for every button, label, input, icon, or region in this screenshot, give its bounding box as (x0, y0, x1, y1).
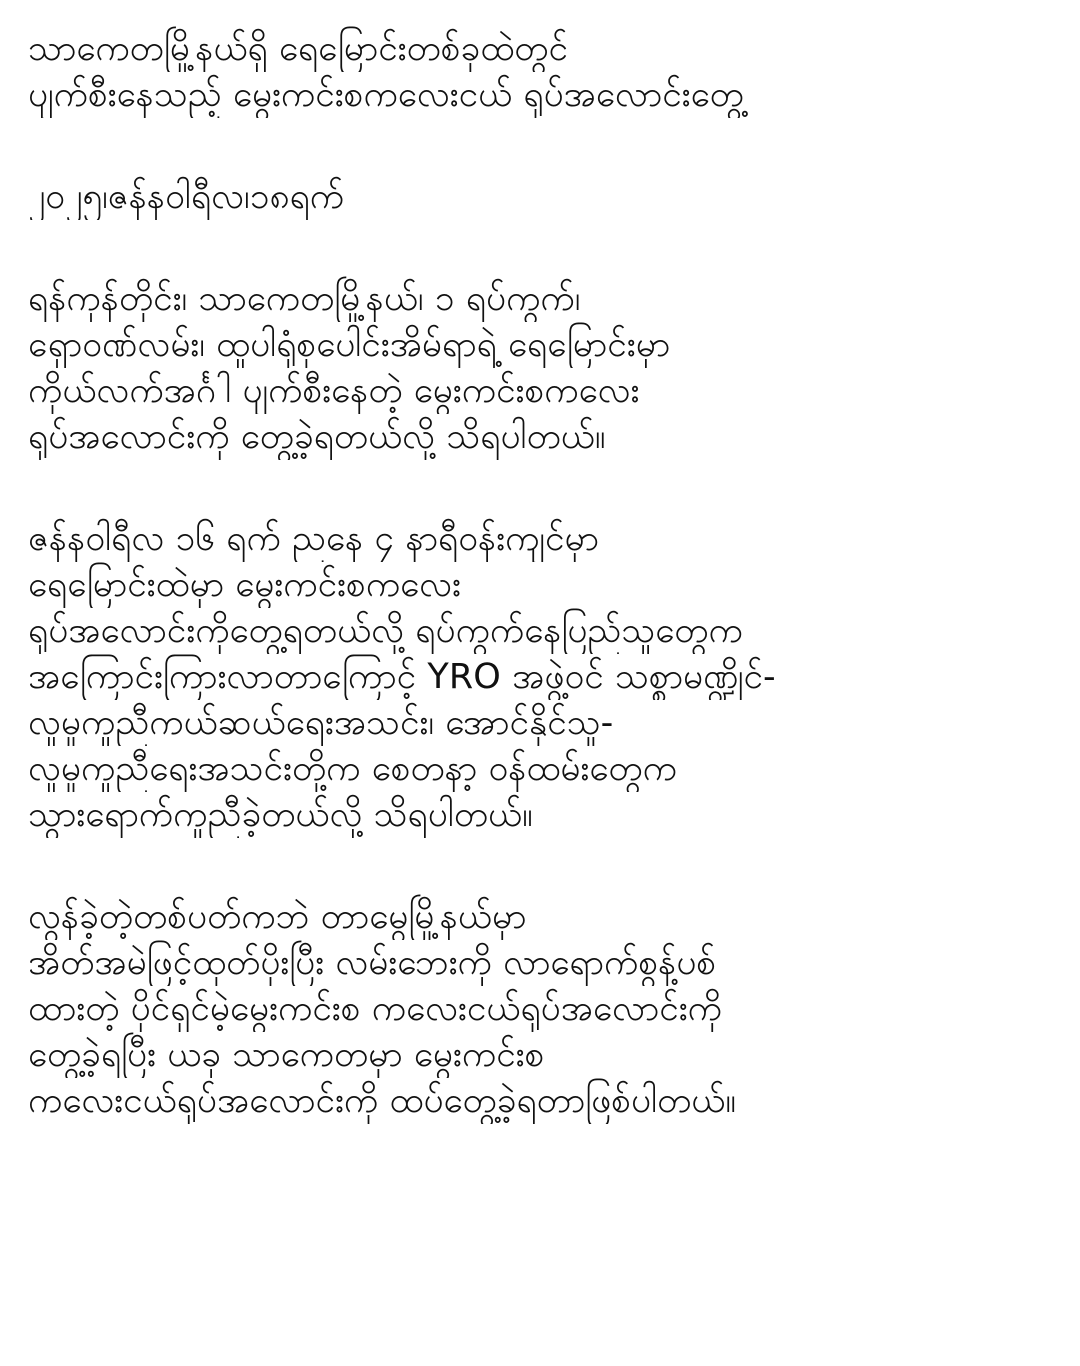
paragraph-line: ရုပ်အလောင်းကို တွေ့ခဲ့ရတယ်လို့ သိရပါတယ်။ (28, 417, 606, 457)
paragraph-line: ရေမြောင်းထဲမှာ မွေးကင်းစကလေး (28, 565, 461, 605)
paragraph-line: လွန်ခဲ့တဲ့တစ်ပတ်ကဘဲ တာမွေမြို့နယ်မှာ (28, 897, 527, 937)
paragraph-line: တွေ့ခဲ့ရပြီး ယခု သာကေတမှာ မွေးကင်းစ (28, 1035, 545, 1075)
paragraph-line: ကိုယ်လက်အင်္ဂါ ပျက်စီးနေတဲ့ မွေးကင်းစကလေး (28, 371, 640, 411)
paragraph-line: ထားတဲ့ ပိုင်ရှင်မဲ့မွေးကင်းစ ကလေးငယ်ရုပ်အလောင်းကို (28, 989, 723, 1029)
article-title (28, 26, 1052, 118)
paragraph-line: ဇန်နဝါရီလ ၁၆ ရက် ညနေ ၄ နာရီဝန်းကျင်မှာ (28, 519, 599, 559)
paragraph-line: အကြောင်းကြားလာတာကြောင့် YRO အဖွဲ့ဝင် သစ္စာမဏ္ဍိုင်- (28, 657, 776, 697)
paragraph-line: အိတ်အမဲဖြင့်ထုတ်ပိုးပြီး လမ်းဘေးကို လာရောက်စွန့်ပစ် (28, 943, 717, 983)
paragraph-line: လူမှုကူညီကယ်ဆယ်ရေးအသင်း၊ အောင်နိုင်သူ- (28, 703, 614, 743)
paragraph-2 (28, 516, 1052, 838)
article-date (28, 174, 1052, 220)
paragraph-line: သွားရောက်ကူညီခဲ့တယ်လို့ သိရပါတယ်။ (28, 795, 533, 835)
title-line: ပျက်စီးနေသည့် မွေးကင်းစကလေးငယ် ရုပ်အလောင်းတွေ့ (28, 75, 744, 115)
paragraph-line: ရုပ်အလောင်းကိုတွေ့ရတယ်လို့ ရပ်ကွက်နေပြည်သူတွေက (28, 611, 743, 651)
paragraph-line: လူမှုကူညီရေးအသင်းတို့က စေတနာ့ ဝန်ထမ်းတွေက (28, 749, 677, 789)
paragraph-line: ကလေးငယ်ရုပ်အလောင်းကို ထပ်တွေ့ခဲ့ရတာဖြစ်ပါတယ်။ (28, 1081, 737, 1121)
date-text: ၂၀၂၅၊ဇန်နဝါရီလ၊၁၈ရက် (28, 177, 345, 217)
paragraph-3 (28, 894, 1052, 1124)
title-line: သာကေတမြို့နယ်ရှိ ရေမြောင်းတစ်ခုထဲတွင် (28, 29, 568, 69)
paragraph-1 (28, 276, 1052, 460)
paragraph-line: ရန်ကုန်တိုင်း၊ သာကေတမြို့နယ်၊ ၁ ရပ်ကွက်၊ (28, 279, 581, 319)
paragraph-line: ရှောဝဏ်လမ်း၊ ထူပါရုံစုပေါင်းအိမ်ရာရဲ့ ရေမြောင်းမှာ (28, 325, 671, 365)
